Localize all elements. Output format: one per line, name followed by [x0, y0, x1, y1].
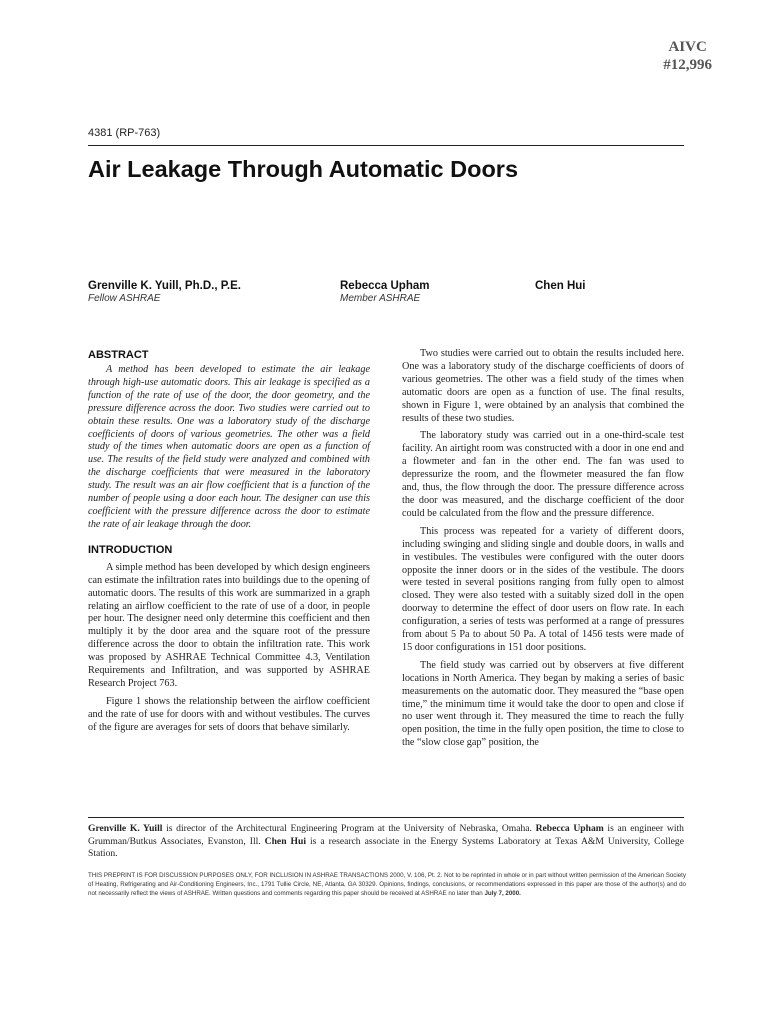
author-name: Rebecca Upham	[340, 280, 430, 292]
aivc-stamp-line2: #12,996	[663, 57, 712, 73]
author-block-3	[535, 279, 585, 293]
author-block-1	[88, 279, 241, 305]
abstract-heading: ABSTRACT	[88, 349, 149, 361]
author-footnote	[88, 817, 684, 861]
body-paragraph-2: The laboratory study was carried out in a one-third-scale test facility. An airtight room was constructed with a door in one end and a flowmeter and fan in the other end. The fan was used to depressurize the room, and the flowmeter measured the fan flow and, thus, the flow through the door. The pressure difference across the door was measured, and the discharge coefficient of the door could be calculated from the flow and the pressure difference.	[402, 430, 684, 519]
author-name: Grenville K. Yuill, Ph.D., P.E.	[88, 280, 241, 292]
footnote-author-2: Rebecca Upham	[535, 823, 604, 834]
footnote-author-3: Chen Hui	[264, 835, 306, 847]
paper-title: Air Leakage Through Automatic Doors	[88, 156, 519, 182]
footnote-text-2: is an engineer with Grumman/Butkus Associates, Evanston, Ill.	[88, 823, 684, 847]
intro-paragraph-1: A simple method has been developed by which design engineers can estimate the infiltration rates into buildings due to the opening of automatic doors. The results of this work are summarized in a graph relating an airflow coefficient to the rate of use of a door, in people per hour. The designer need only determine this coefficient and then multiply it by the door area and the square root of the pressure difference across the door to obtain the infiltration rate. This work was proposed by ASHRAE Technical Committee 4.3, Ventilation Requirements and Infiltration, and was supported by ASHRAE Research Project 763.	[88, 561, 370, 689]
introduction-heading: INTRODUCTION	[88, 543, 173, 556]
intro-paragraph-2: Figure 1 shows the relationship between the airflow coefficient and the rate of use for doors with and without vestibules. The curves of the figure are averages for sets of doors that behave similarly.	[88, 695, 370, 733]
author-block-2	[340, 279, 429, 305]
author-affiliation: Member ASHRAE	[340, 293, 421, 304]
preprint-notice	[88, 872, 686, 898]
paper-number: 4381 (RP-763)	[88, 127, 161, 139]
right-column	[402, 348, 684, 755]
aivc-stamp	[663, 38, 712, 74]
abstract-text: A method has been developed to estimate the air leakage through high-use automatic doors. This air leakage is specified as a function of the rate of use of the door, the door geometry, and the pressure difference across the door. Two studies were carried out to obtain these results. One was a laboratory study of the discharge coefficients of doors of various geometries. The other was a field study of the times when automatic doors are open as a function of use. The results of the field study were analyzed and combined with the discharge coefficients that were measured in the laboratory study. The result was an air flow coefficient that is a function of the number of people using a door each hour. The designer can use this coefficient with the pressure difference across the door to estimate the rate of air leakage through the door.	[88, 364, 370, 530]
author-name: Chen Hui	[535, 280, 586, 292]
body-paragraph-3: This process was repeated for a variety of different doors, including swinging and sliding single and double doors, in walls and in vestibules. The vestibules were configured with the outer doors opposite the inner doors or in the sides of the vestibule. The doors were tested in several positions ranging from fully open to almost closed. They were also tested with a suitably sized doll in the open doorway to determine the effect of door users on flow rate. In each configuration, a series of tests was performed at a range of pressures from about 5 Pa to about 50 Pa. A total of 1456 tests were made of 15 door configurations in 151 door positions.	[402, 525, 684, 653]
notice-deadline: July 7, 2000.	[484, 889, 521, 897]
left-column	[88, 348, 370, 740]
notice-text: THIS PREPRINT IS FOR DISCUSSION PURPOSES ONLY, FOR INCLUSION IN ASHRAE TRANSACTIONS 2000, V. 106, Pt. 2. Not to be reprinted in whole or in part without written permission of the American Society of Heating, Refrigerating and Air-Conditioning Engineers, Inc., 1791 Tullie Circle, NE, Atlanta, GA 30329. Opinions, findings, conclusions, or recommendations expressed in this paper are those of the author(s) and do not necessarily reflect the views of ASHRAE. Written questions and comments regarding this paper should be received at ASHRAE no later than	[88, 872, 686, 897]
author-affiliation: Fellow ASHRAE	[88, 293, 161, 304]
title-rule	[88, 145, 684, 146]
footnote-text-1: is director of the Architectural Engineering Program at the University of Nebraska, Omaha.	[162, 823, 536, 834]
body-paragraph-4: The field study was carried out by observers at five different locations in North America. They began by making a series of basic measurements on the automatic door. They measured the “base open time,” the minimum time it would take the door to open and close if no user went through it. They measured the time to reach the fully open position, the time in the fully open position, the time to close to the “slow close gap” position, the	[402, 659, 684, 749]
footnote-author-1: Grenville K. Yuill	[88, 823, 163, 834]
footnote-text-3: is a research associate in the Energy Systems Laboratory at Texas A&M University, College Station.	[88, 835, 684, 860]
aivc-stamp-line1: AIVC	[668, 39, 707, 55]
body-paragraph-1: Two studies were carried out to obtain the results included here. One was a laboratory study of the discharge coefficients of doors of various geometries. The other was a field study of the times when automatic doors are open as a function of use. The final results, shown in Figure 1, were obtained by an analysis that combined the results of these two studies.	[402, 348, 684, 424]
